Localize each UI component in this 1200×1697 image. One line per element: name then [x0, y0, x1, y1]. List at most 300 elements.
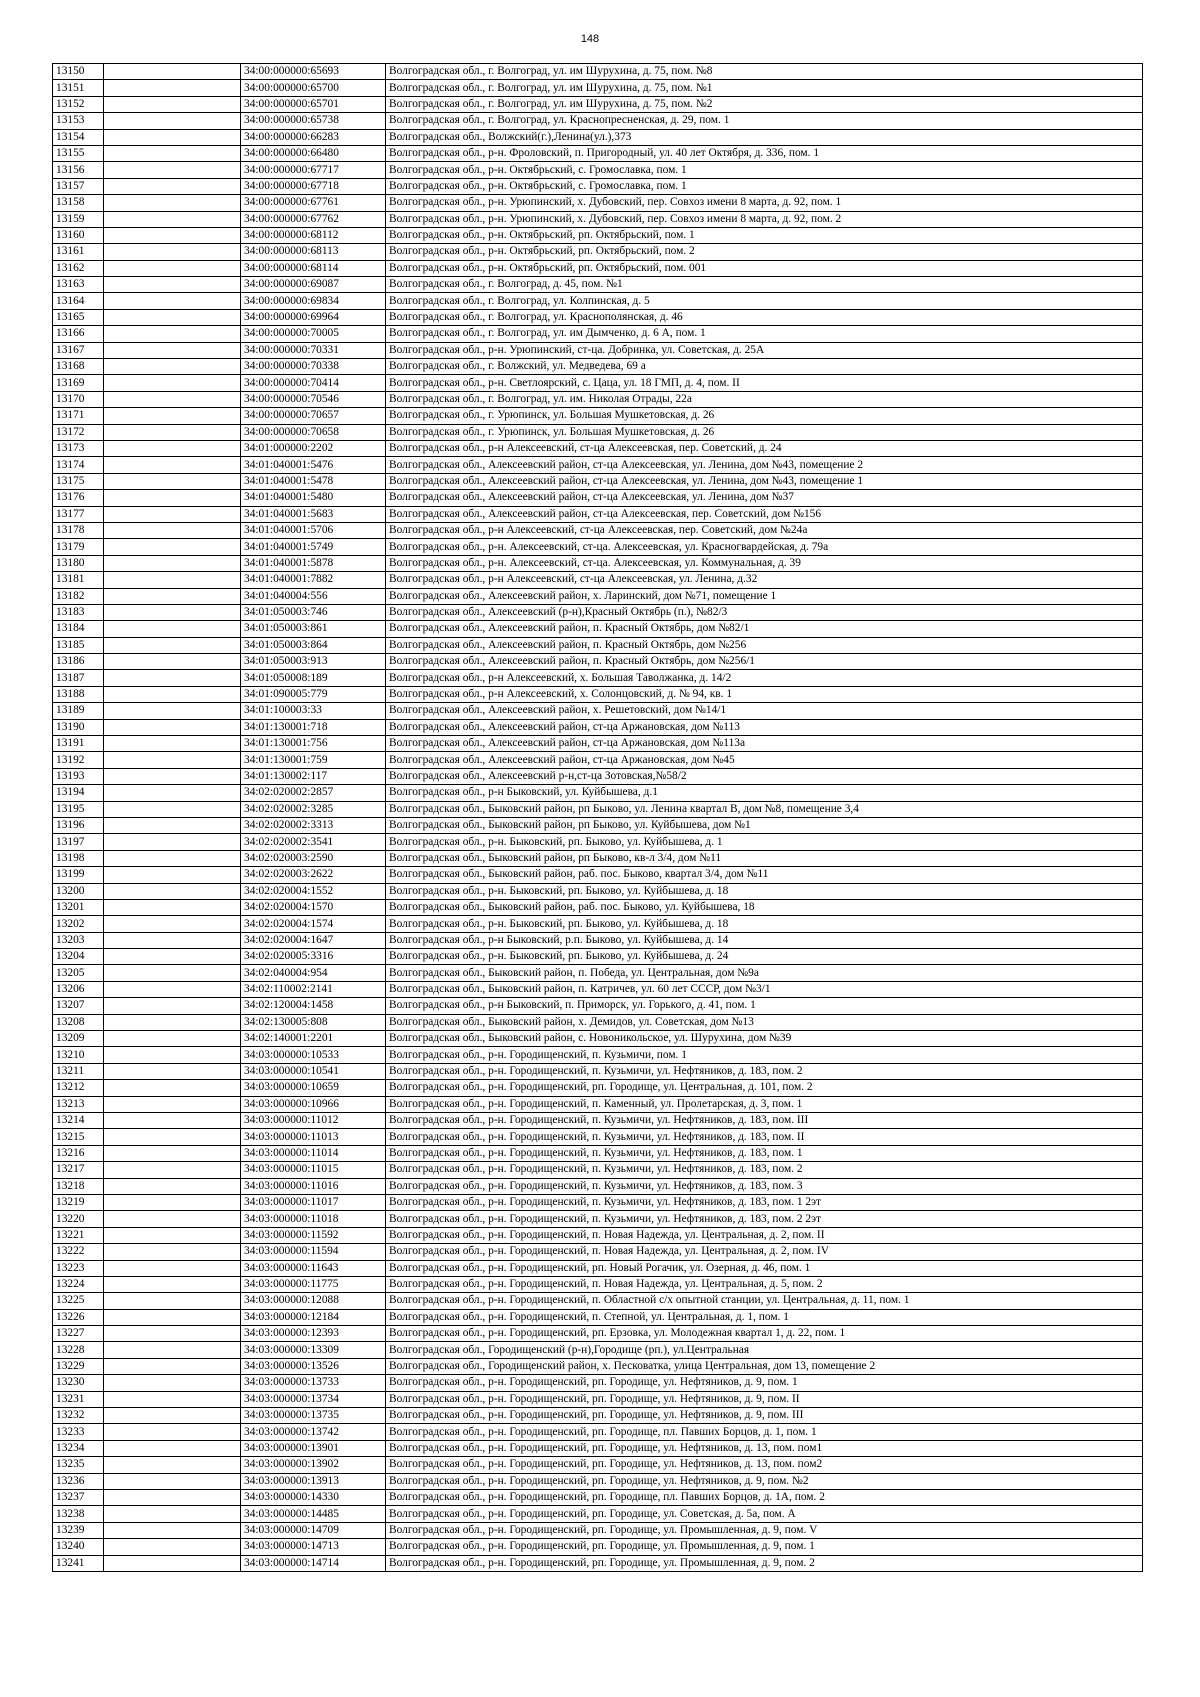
empty-cell: [104, 1162, 241, 1178]
table-row: [53, 1342, 1143, 1358]
empty-cell: [104, 1227, 241, 1243]
row-number-cell: 13231: [53, 1391, 104, 1407]
table-row: [53, 277, 1143, 293]
empty-cell: [104, 965, 241, 981]
row-number-cell: 13196: [53, 817, 104, 833]
table-row: [53, 293, 1143, 309]
table-row: [53, 1375, 1143, 1391]
empty-cell: [104, 326, 241, 342]
row-number-cell: 13206: [53, 981, 104, 997]
row-number-cell: 13223: [53, 1260, 104, 1276]
row-number-cell: 13176: [53, 490, 104, 506]
cadastral-number-cell: 34:03:000000:11775: [241, 1276, 386, 1292]
row-number-cell: 13194: [53, 785, 104, 801]
address-cell: Волгоградская обл., р-н. Городищенский, п. Новая Надежда, ул. Центральная, д. 2, пом. II: [386, 1227, 1143, 1243]
address-cell: Волгоградская обл., Быковский район, п. Победа, ул. Центральная, дом №9а: [386, 965, 1143, 981]
cadastral-number-cell: 34:02:020002:3541: [241, 834, 386, 850]
row-number-cell: 13189: [53, 703, 104, 719]
cadastral-number-cell: 34:02:020002:3313: [241, 817, 386, 833]
table-row: [53, 1211, 1143, 1227]
row-number-cell: 13153: [53, 113, 104, 129]
address-cell: Волгоградская обл., р-н. Быковский, рп. Быково, ул. Куйбышева, д. 1: [386, 834, 1143, 850]
empty-cell: [104, 96, 241, 112]
table-row: [53, 604, 1143, 620]
cadastral-number-cell: 34:00:000000:67761: [241, 195, 386, 211]
row-number-cell: 13235: [53, 1457, 104, 1473]
cadastral-number-cell: 34:02:130005:808: [241, 1014, 386, 1030]
cadastral-number-cell: 34:01:130001:759: [241, 752, 386, 768]
table-row: [53, 1457, 1143, 1473]
cadastral-number-cell: 34:00:000000:69087: [241, 277, 386, 293]
table-row: [53, 1293, 1143, 1309]
row-number-cell: 13219: [53, 1194, 104, 1210]
table-row: [53, 1080, 1143, 1096]
row-number-cell: 13183: [53, 604, 104, 620]
address-cell: Волгоградская обл., г. Волгоград, ул. Краснополянская, д. 46: [386, 309, 1143, 325]
row-number-cell: 13195: [53, 801, 104, 817]
row-number-cell: 13177: [53, 506, 104, 522]
row-number-cell: 13199: [53, 867, 104, 883]
address-cell: Волгоградская обл., р-н. Городищенский, п. Кузьмичи, ул. Нефтяников, д. 183, пом. 2: [386, 1162, 1143, 1178]
empty-cell: [104, 1178, 241, 1194]
empty-cell: [104, 1211, 241, 1227]
row-number-cell: 13162: [53, 260, 104, 276]
empty-cell: [104, 981, 241, 997]
cadastral-number-cell: 34:01:130001:718: [241, 719, 386, 735]
row-number-cell: 13201: [53, 899, 104, 915]
table-row: [53, 359, 1143, 375]
empty-cell: [104, 1293, 241, 1309]
row-number-cell: 13193: [53, 768, 104, 784]
empty-cell: [104, 686, 241, 702]
address-cell: Волгоградская обл., г. Волгоград, ул. им Шурухина, д. 75, пом. №8: [386, 64, 1143, 80]
table-row: [53, 817, 1143, 833]
row-number-cell: 13150: [53, 64, 104, 80]
cadastral-number-cell: 34:02:020005:3316: [241, 949, 386, 965]
address-cell: Волгоградская обл., р-н. Городищенский, п. Новая Надежда, ул. Центральная, д. 2, пом. IV: [386, 1244, 1143, 1260]
address-cell: Волгоградская обл., Алексеевский район, х. Ларинский, дом №71, помещение 1: [386, 588, 1143, 604]
cadastral-number-cell: 34:00:000000:68114: [241, 260, 386, 276]
row-number-cell: 13226: [53, 1309, 104, 1325]
address-cell: Волгоградская обл., Алексеевский район, ст-ца Алексеевская, ул. Ленина, дом №37: [386, 490, 1143, 506]
address-cell: Волгоградская обл., Городищенский район, х. Песковатка, улица Центральная, дом 13, помещение 2: [386, 1358, 1143, 1374]
empty-cell: [104, 506, 241, 522]
address-cell: Волгоградская обл., Алексеевский район, х. Решетовский, дом №14/1: [386, 703, 1143, 719]
address-cell: Волгоградская обл., р-н. Городищенский, п. Каменный, ул. Пролетарская, д. 3, пом. 1: [386, 1096, 1143, 1112]
cadastral-number-cell: 34:01:050003:746: [241, 604, 386, 620]
empty-cell: [104, 736, 241, 752]
table-row: [53, 1031, 1143, 1047]
row-number-cell: 13169: [53, 375, 104, 391]
cadastral-number-cell: 34:03:000000:14485: [241, 1506, 386, 1522]
address-cell: Волгоградская обл., Алексеевский район, ст-ца Аржановская, дом №45: [386, 752, 1143, 768]
empty-cell: [104, 1096, 241, 1112]
row-number-cell: 13241: [53, 1555, 104, 1571]
table-row: [53, 129, 1143, 145]
address-cell: Волгоградская обл., р-н. Городищенский, рп. Городище, ул. Нефтяников, д. 9, пом. №2: [386, 1473, 1143, 1489]
cadastral-number-cell: 34:03:000000:11017: [241, 1194, 386, 1210]
table-row: [53, 801, 1143, 817]
cadastral-number-cell: 34:03:000000:10659: [241, 1080, 386, 1096]
address-cell: Волгоградская обл., Быковский район, раб. пос. Быково, квартал 3/4, дом №11: [386, 867, 1143, 883]
table-row: [53, 1391, 1143, 1407]
cadastral-number-cell: 34:00:000000:70414: [241, 375, 386, 391]
address-cell: Волгоградская обл., р-н. Городищенский, п. Кузьмичи, ул. Нефтяников, д. 183, пом. 1: [386, 1145, 1143, 1161]
address-cell: Волгоградская обл., р-н. Городищенский, рп. Городище, пл. Павших Борцов, д. 1А, пом. 2: [386, 1489, 1143, 1505]
table-row: [53, 424, 1143, 440]
table-row: [53, 1473, 1143, 1489]
table-row: [53, 1244, 1143, 1260]
empty-cell: [104, 654, 241, 670]
row-number-cell: 13166: [53, 326, 104, 342]
row-number-cell: 13192: [53, 752, 104, 768]
address-cell: Волгоградская обл., р-н. Городищенский, рп. Городище, ул. Промышленная, д. 9, пом. 1: [386, 1539, 1143, 1555]
table-row: [53, 506, 1143, 522]
table-row: [53, 949, 1143, 965]
row-number-cell: 13155: [53, 145, 104, 161]
empty-cell: [104, 178, 241, 194]
cadastral-number-cell: 34:00:000000:67717: [241, 162, 386, 178]
address-cell: Волгоградская обл., Алексеевский район, ст-ца Аржановская, дом №113а: [386, 736, 1143, 752]
empty-cell: [104, 932, 241, 948]
address-cell: Волгоградская обл., Быковский район, с. Новоникольское, ул. Шурухина, дом №39: [386, 1031, 1143, 1047]
table-row: [53, 834, 1143, 850]
empty-cell: [104, 1014, 241, 1030]
cadastral-number-cell: 34:00:000000:70338: [241, 359, 386, 375]
table-row: [53, 1506, 1143, 1522]
row-number-cell: 13209: [53, 1031, 104, 1047]
address-cell: Волгоградская обл., р-н. Городищенский, п. Кузьмичи, ул. Нефтяников, д. 183, пом. 1 2эт: [386, 1194, 1143, 1210]
cadastral-number-cell: 34:00:000000:70658: [241, 424, 386, 440]
table-row: [53, 572, 1143, 588]
row-number-cell: 13175: [53, 473, 104, 489]
empty-cell: [104, 1506, 241, 1522]
table-row: [53, 1326, 1143, 1342]
address-cell: Волгоградская обл., р-н. Октябрьский, рп. Октябрьский, пом. 2: [386, 244, 1143, 260]
cadastral-number-cell: 34:03:000000:13901: [241, 1440, 386, 1456]
table-row: [53, 1047, 1143, 1063]
address-cell: Волгоградская обл., Быковский район, рп Быково, кв-л 3/4, дом №11: [386, 850, 1143, 866]
row-number-cell: 13156: [53, 162, 104, 178]
cadastral-number-cell: 34:03:000000:13309: [241, 1342, 386, 1358]
cadastral-number-cell: 34:02:020004:1552: [241, 883, 386, 899]
address-cell: Волгоградская обл., р-н. Урюпинский, ст-ца. Добринка, ул. Советская, д. 25А: [386, 342, 1143, 358]
table-row: [53, 555, 1143, 571]
row-number-cell: 13171: [53, 408, 104, 424]
cadastral-number-cell: 34:00:000000:70331: [241, 342, 386, 358]
empty-cell: [104, 1063, 241, 1079]
address-cell: Волгоградская обл., р-н. Алексеевский, ст-ца. Алексеевская, ул. Коммунальная, д. 39: [386, 555, 1143, 571]
row-number-cell: 13179: [53, 539, 104, 555]
empty-cell: [104, 899, 241, 915]
table-row: [53, 1522, 1143, 1538]
address-cell: Волгоградская обл., р-н. Городищенский, рп. Городище, ул. Нефтяников, д. 9, пом. 1: [386, 1375, 1143, 1391]
address-cell: Волгоградская обл., р-н. Городищенский, п. Новая Надежда, ул. Центральная, д. 5, пом. 2: [386, 1276, 1143, 1292]
row-number-cell: 13213: [53, 1096, 104, 1112]
cadastral-number-cell: 34:03:000000:14714: [241, 1555, 386, 1571]
cadastral-number-cell: 34:01:040001:5478: [241, 473, 386, 489]
address-cell: Волгоградская обл., Алексеевский район, п. Красный Октябрь, дом №256/1: [386, 654, 1143, 670]
cadastral-number-cell: 34:00:000000:67718: [241, 178, 386, 194]
empty-cell: [104, 1031, 241, 1047]
table-row: [53, 703, 1143, 719]
cadastral-number-cell: 34:01:090005:779: [241, 686, 386, 702]
table-row: [53, 1424, 1143, 1440]
row-number-cell: 13180: [53, 555, 104, 571]
empty-cell: [104, 1489, 241, 1505]
address-cell: Волгоградская обл., р-н. Фроловский, п. Пригородный, ул. 40 лет Октября, д. 336, пом. 1: [386, 145, 1143, 161]
empty-cell: [104, 801, 241, 817]
address-cell: Волгоградская обл., Алексеевский район, п. Красный Октябрь, дом №82/1: [386, 621, 1143, 637]
address-cell: Волгоградская обл., р-н. Октябрьский, с. Громославка, пом. 1: [386, 178, 1143, 194]
table-row: [53, 440, 1143, 456]
empty-cell: [104, 260, 241, 276]
empty-cell: [104, 817, 241, 833]
table-row: [53, 326, 1143, 342]
row-number-cell: 13214: [53, 1113, 104, 1129]
cadastral-number-cell: 34:01:050008:189: [241, 670, 386, 686]
table-row: [53, 408, 1143, 424]
empty-cell: [104, 916, 241, 932]
empty-cell: [104, 768, 241, 784]
table-row: [53, 490, 1143, 506]
address-cell: Волгоградская обл., р-н. Городищенский, п. Кузьмичи, ул. Нефтяников, д. 183, пом. II: [386, 1129, 1143, 1145]
address-cell: Волгоградская обл., р-н. Быковский, рп. Быково, ул. Куйбышева, д. 18: [386, 916, 1143, 932]
cadastral-number-cell: 34:01:040001:5878: [241, 555, 386, 571]
address-cell: Волгоградская обл., Алексеевский р-н,ст-ца Зотовская,№58/2: [386, 768, 1143, 784]
address-cell: Волгоградская обл., р-н. Городищенский, рп. Городище, ул. Нефтяников, д. 9, пом. III: [386, 1408, 1143, 1424]
cadastral-number-cell: 34:02:040004:954: [241, 965, 386, 981]
table-row: [53, 867, 1143, 883]
empty-cell: [104, 145, 241, 161]
empty-cell: [104, 1555, 241, 1571]
address-cell: Волгоградская обл., р-н. Светлоярский, с. Цаца, ул. 18 ГМП, д. 4, пом. II: [386, 375, 1143, 391]
cadastral-number-cell: 34:03:000000:12393: [241, 1326, 386, 1342]
row-number-cell: 13212: [53, 1080, 104, 1096]
address-cell: Волгоградская обл., р-н. Городищенский, п. Кузьмичи, ул. Нефтяников, д. 183, пом. 2 2эт: [386, 1211, 1143, 1227]
cadastral-number-cell: 34:01:040001:5476: [241, 457, 386, 473]
row-number-cell: 13200: [53, 883, 104, 899]
empty-cell: [104, 621, 241, 637]
empty-cell: [104, 850, 241, 866]
row-number-cell: 13234: [53, 1440, 104, 1456]
address-cell: Волгоградская обл., р-н. Городищенский, рп. Городище, ул. Нефтяников, д. 9, пом. II: [386, 1391, 1143, 1407]
empty-cell: [104, 309, 241, 325]
row-number-cell: 13224: [53, 1276, 104, 1292]
address-cell: Волгоградская обл., г. Урюпинск, ул. Большая Мушкетовская, д. 26: [386, 424, 1143, 440]
empty-cell: [104, 1522, 241, 1538]
address-cell: Волгоградская обл., р-н. Городищенский, рп. Городище, пл. Павших Борцов, д. 1, пом. 1: [386, 1424, 1143, 1440]
address-cell: Волгоградская обл., Быковский район, раб. пос. Быково, ул. Куйбышева, 18: [386, 899, 1143, 915]
empty-cell: [104, 1358, 241, 1374]
address-cell: Волгоградская обл., г. Волгоград, ул. им Шурухина, д. 75, пом. №2: [386, 96, 1143, 112]
table-row: [53, 211, 1143, 227]
cadastral-number-cell: 34:01:100003:33: [241, 703, 386, 719]
address-cell: Волгоградская обл., р-н Быковский, р.п. Быково, ул. Куйбышева, д. 14: [386, 932, 1143, 948]
address-cell: Волгоградская обл., Алексеевский район, ст-ца Алексеевская, пер. Советский, дом №156: [386, 506, 1143, 522]
table-row: [53, 1276, 1143, 1292]
table-row: [53, 621, 1143, 637]
row-number-cell: 13215: [53, 1129, 104, 1145]
empty-cell: [104, 998, 241, 1014]
empty-cell: [104, 440, 241, 456]
table-row: [53, 736, 1143, 752]
address-cell: Волгоградская обл., Быковский район, п. Катричев, ул. 60 лет СССР, дом №3/1: [386, 981, 1143, 997]
table-row: [53, 686, 1143, 702]
cadastral-number-cell: 34:03:000000:14709: [241, 1522, 386, 1538]
row-number-cell: 13208: [53, 1014, 104, 1030]
row-number-cell: 13197: [53, 834, 104, 850]
row-number-cell: 13190: [53, 719, 104, 735]
address-cell: Волгоградская обл., Алексеевский район, ст-ца Алексеевская, ул. Ленина, дом №43, помещение 1: [386, 473, 1143, 489]
row-number-cell: 13167: [53, 342, 104, 358]
table-row: [53, 96, 1143, 112]
cadastral-number-cell: 34:00:000000:70005: [241, 326, 386, 342]
row-number-cell: 13204: [53, 949, 104, 965]
row-number-cell: 13182: [53, 588, 104, 604]
table-row: [53, 1555, 1143, 1571]
table-row: [53, 1178, 1143, 1194]
cadastral-number-cell: 34:00:000000:69964: [241, 309, 386, 325]
empty-cell: [104, 752, 241, 768]
property-registry-table: [52, 63, 1143, 1572]
empty-cell: [104, 408, 241, 424]
cadastral-number-cell: 34:03:000000:11018: [241, 1211, 386, 1227]
row-number-cell: 13205: [53, 965, 104, 981]
address-cell: Волгоградская обл., Волжский(г.),Ленина(ул.),373: [386, 129, 1143, 145]
table-row: [53, 260, 1143, 276]
cadastral-number-cell: 34:00:000000:68112: [241, 227, 386, 243]
row-number-cell: 13160: [53, 227, 104, 243]
cadastral-number-cell: 34:03:000000:11014: [241, 1145, 386, 1161]
address-cell: Волгоградская обл., Быковский район, рп Быково, ул. Ленина квартал В, дом №8, помещение 3,4: [386, 801, 1143, 817]
empty-cell: [104, 64, 241, 80]
row-number-cell: 13185: [53, 637, 104, 653]
table-row: [53, 1309, 1143, 1325]
table-row: [53, 932, 1143, 948]
table-row: [53, 768, 1143, 784]
empty-cell: [104, 834, 241, 850]
table-row: [53, 637, 1143, 653]
row-number-cell: 13188: [53, 686, 104, 702]
table-row: [53, 391, 1143, 407]
cadastral-number-cell: 34:02:020004:1647: [241, 932, 386, 948]
address-cell: Волгоградская обл., Быковский район, рп Быково, ул. Куйбышева, дом №1: [386, 817, 1143, 833]
row-number-cell: 13152: [53, 96, 104, 112]
address-cell: Волгоградская обл., Городищенский (р-н),Городище (рп.), ул.Центральная: [386, 1342, 1143, 1358]
table-row: [53, 899, 1143, 915]
address-cell: Волгоградская обл., р-н Быковский, п. Приморск, ул. Горького, д. 41, пом. 1: [386, 998, 1143, 1014]
table-row: [53, 1063, 1143, 1079]
row-number-cell: 13238: [53, 1506, 104, 1522]
cadastral-number-cell: 34:03:000000:11015: [241, 1162, 386, 1178]
address-cell: Волгоградская обл., р-н. Городищенский, рп. Городище, ул. Нефтяников, д. 13, пом. пом1: [386, 1440, 1143, 1456]
row-number-cell: 13202: [53, 916, 104, 932]
row-number-cell: 13203: [53, 932, 104, 948]
address-cell: Волгоградская обл., р-н. Городищенский, рп. Городище, ул. Промышленная, д. 9, пом. 2: [386, 1555, 1143, 1571]
table-row: [53, 785, 1143, 801]
table-row: [53, 1194, 1143, 1210]
row-number-cell: 13170: [53, 391, 104, 407]
row-number-cell: 13186: [53, 654, 104, 670]
cadastral-number-cell: 34:01:040001:5749: [241, 539, 386, 555]
address-cell: Волгоградская обл., р-н Алексеевский, ст-ца Алексеевская, ул. Ленина, д.32: [386, 572, 1143, 588]
row-number-cell: 13230: [53, 1375, 104, 1391]
cadastral-number-cell: 34:01:040001:5706: [241, 522, 386, 538]
cadastral-number-cell: 34:03:000000:11012: [241, 1113, 386, 1129]
empty-cell: [104, 113, 241, 129]
row-number-cell: 13239: [53, 1522, 104, 1538]
cadastral-number-cell: 34:00:000000:65738: [241, 113, 386, 129]
empty-cell: [104, 1440, 241, 1456]
cadastral-number-cell: 34:02:140001:2201: [241, 1031, 386, 1047]
cadastral-number-cell: 34:03:000000:13733: [241, 1375, 386, 1391]
cadastral-number-cell: 34:03:000000:11016: [241, 1178, 386, 1194]
empty-cell: [104, 473, 241, 489]
row-number-cell: 13216: [53, 1145, 104, 1161]
address-cell: Волгоградская обл., р-н. Октябрьский, рп. Октябрьский, пом. 001: [386, 260, 1143, 276]
empty-cell: [104, 670, 241, 686]
cadastral-number-cell: 34:00:000000:66480: [241, 145, 386, 161]
table-row: [53, 916, 1143, 932]
empty-cell: [104, 162, 241, 178]
address-cell: Волгоградская обл., р-н Алексеевский, ст-ца Алексеевская, пер. Советский, д. 24: [386, 440, 1143, 456]
empty-cell: [104, 1309, 241, 1325]
address-cell: Волгоградская обл., р-н. Городищенский, п. Областной с/х опытной станции, ул. Центральная, д. 11, пом. 1: [386, 1293, 1143, 1309]
cadastral-number-cell: 34:00:000000:65693: [241, 64, 386, 80]
address-cell: Волгоградская обл., р-н. Городищенский, рп. Городище, ул. Промышленная, д. 9, пом. V: [386, 1522, 1143, 1538]
table-row: [53, 1260, 1143, 1276]
row-number-cell: 13232: [53, 1408, 104, 1424]
empty-cell: [104, 555, 241, 571]
row-number-cell: 13173: [53, 440, 104, 456]
table-row: [53, 670, 1143, 686]
table-row: [53, 1539, 1143, 1555]
table-row: [53, 375, 1143, 391]
row-number-cell: 13217: [53, 1162, 104, 1178]
table-body: [53, 64, 1143, 1572]
cadastral-number-cell: 34:00:000000:70546: [241, 391, 386, 407]
table-row: [53, 342, 1143, 358]
address-cell: Волгоградская обл., р-н Алексеевский, х. Солонцовский, д. № 94, кв. 1: [386, 686, 1143, 702]
table-row: [53, 195, 1143, 211]
empty-cell: [104, 1113, 241, 1129]
table-row: [53, 457, 1143, 473]
empty-cell: [104, 1539, 241, 1555]
empty-cell: [104, 1391, 241, 1407]
row-number-cell: 13168: [53, 359, 104, 375]
cadastral-number-cell: 34:03:000000:12088: [241, 1293, 386, 1309]
empty-cell: [104, 391, 241, 407]
row-number-cell: 13225: [53, 1293, 104, 1309]
address-cell: Волгоградская обл., Быковский район, х. Демидов, ул. Советская, дом №13: [386, 1014, 1143, 1030]
empty-cell: [104, 522, 241, 538]
table-row: [53, 1227, 1143, 1243]
address-cell: Волгоградская обл., г. Волжский, ул. Медведева, 69 а: [386, 359, 1143, 375]
address-cell: Волгоградская обл., р-н. Урюпинский, х. Дубовский, пер. Совхоз имени 8 марта, д. 92, пом. 2: [386, 211, 1143, 227]
row-number-cell: 13220: [53, 1211, 104, 1227]
cadastral-number-cell: 34:03:000000:13742: [241, 1424, 386, 1440]
cadastral-number-cell: 34:03:000000:10966: [241, 1096, 386, 1112]
empty-cell: [104, 785, 241, 801]
row-number-cell: 13165: [53, 309, 104, 325]
row-number-cell: 13157: [53, 178, 104, 194]
row-number-cell: 13174: [53, 457, 104, 473]
table-row: [53, 178, 1143, 194]
row-number-cell: 13187: [53, 670, 104, 686]
row-number-cell: 13158: [53, 195, 104, 211]
table-row: [53, 1145, 1143, 1161]
